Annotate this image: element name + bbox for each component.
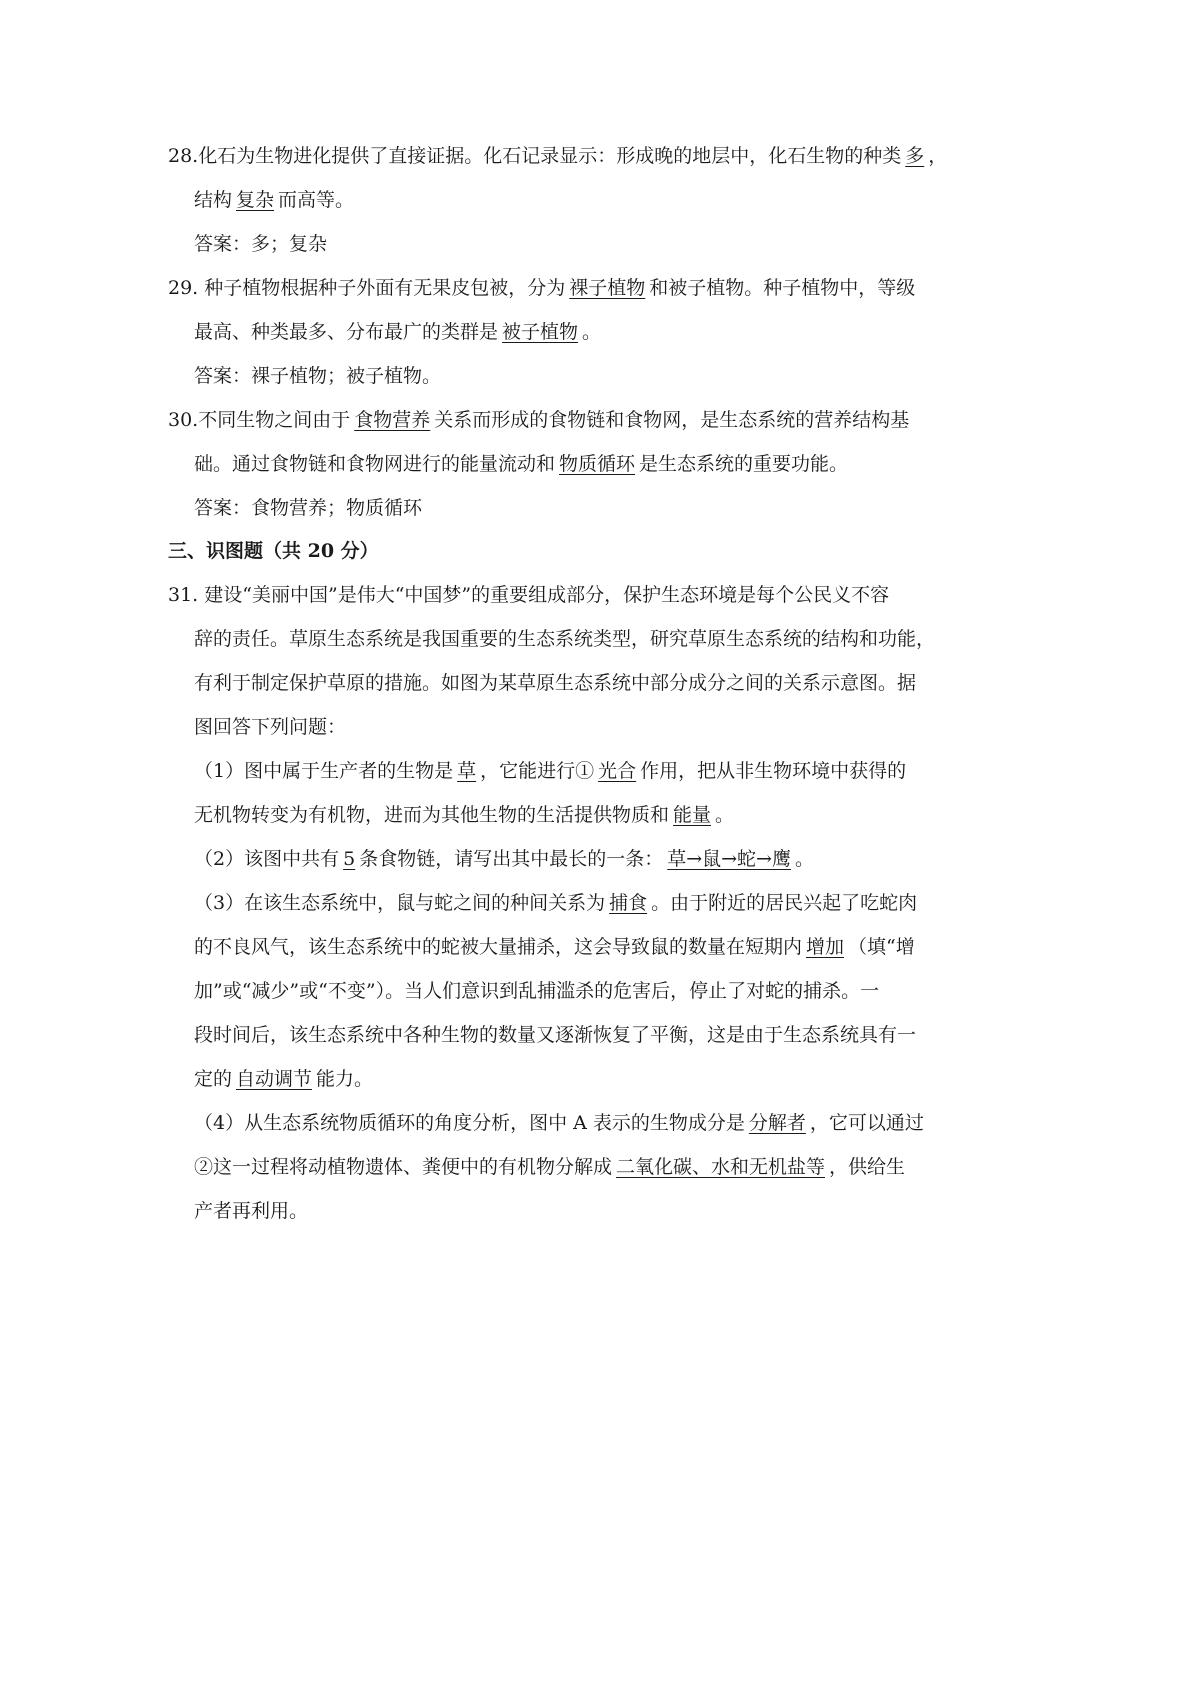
q29-text: 种子植物根据种子外面有无果皮包被，分为 [204,277,566,299]
q30-text: 关系而形成的食物链和食物网，是生态系统的营养结构基 [434,409,910,431]
q31-part4-line-1 [194,1108,924,1138]
q31-number: 31. [168,584,199,606]
q29-text: 。 [582,321,602,343]
q29-line-2 [194,317,601,347]
q31-part4-line-3: 产者再利用。 [194,1200,309,1222]
q31-part3-text: 。由于附近的居民兴起了吃蛇肉 [651,892,918,914]
q31-part1-text: ，它能进行① [480,760,595,782]
q29-line-1 [168,273,915,303]
q30-answer: 答案：食物营养；物质循环 [194,497,423,519]
q28-text: 而高等。 [278,189,355,211]
q31-part1-line-2 [194,800,734,830]
q31-line-2: 辞的责任。草原生态系统是我国重要的生态系统类型，研究草原生态系统的结构和功能， [194,628,936,650]
q31-part4-text: ，供给生 [829,1156,906,1178]
q29-answer: 答案：裸子植物；被子植物。 [194,365,442,387]
q28-text: 化石为生物进化提供了直接证据。化石记录显示：形成晚的地层中，化石生物的种类 [198,145,902,167]
q28-blank-1: 多 [905,145,925,167]
q28-text: 结构 [194,189,233,211]
q30-text: 是生态系统的重要功能。 [639,453,849,475]
q31-text: 建设“美丽中国”是伟大“中国梦”的重要组成部分，保护生态环境是每个公民义不容 [204,584,890,606]
q31-part1-line-1 [194,756,906,786]
q31-part1-blank-3: 能量 [673,804,712,826]
q31-part2-blank-1: 5 [343,848,356,870]
q31-part2-text: （2）该图中共有 [194,848,340,870]
q31-part1-blank-2: 光合 [598,760,637,782]
q29-number: 29. [168,277,199,299]
q31-part1-text: 无机物转变为有机物，进而为其他生物的生活提供物质和 [194,804,670,826]
section-3-heading: 三、识图题（共 20 分） [168,540,379,562]
q29-text: 最高、种类最多、分布最广的类群是 [194,321,499,343]
q31-part3-blank-3: 自动调节 [236,1068,313,1090]
q31-part1-text: 作用，把从非生物环境中获得的 [640,760,907,782]
q30-number: 30. [168,409,199,431]
q31-part3-blank-2: 增加 [806,936,845,958]
q31-part3-line-4: 段时间后，该生态系统中各种生物的数量又逐渐恢复了平衡，这是由于生态系统具有一 [194,1024,917,1046]
q31-part2-text: 条食物链，请写出其中最长的一条： [359,848,664,870]
q28-answer: 答案：多；复杂 [194,233,328,255]
q31-part2-line-1 [194,844,814,874]
q31-part1-blank-1: 草 [457,760,477,782]
q31-part3-line-5 [194,1064,373,1094]
q31-line-3: 有利于制定保护草原的措施。如图为某草原生态系统中部分成分之间的关系示意图。据 [194,672,917,694]
q31-part3-text: 能力。 [316,1068,374,1090]
q31-part2-blank-2: 草→鼠→蛇→鹰 [667,848,791,870]
q30-line-2 [194,449,848,479]
q30-text: 础。通过食物链和食物网进行的能量流动和 [194,453,556,475]
q31-line-4: 图回答下列问题： [194,716,347,738]
q31-part3-blank-1: 捕食 [609,892,648,914]
q29-text: 和被子植物。种子植物中，等级 [649,277,916,299]
q31-part1-text: 。 [715,804,735,826]
q31-part3-line-2 [194,932,915,962]
q28-number: 28. [168,145,199,167]
q31-part4-text: （4）从生态系统物质循环的角度分析，图中 A 表示的生物成分是 [194,1112,745,1134]
q31-part1-text: （1）图中属于生产者的生物是 [194,760,454,782]
q31-part4-blank-2: 二氧化碳、水和无机盐等 [616,1156,826,1178]
q31-line-1 [168,580,889,610]
q28-line-1 [168,141,947,171]
q31-part2-text: 。 [794,848,814,870]
q29-blank-1: 裸子植物 [569,277,646,299]
q31-part3-line-1 [194,888,917,918]
q30-line-1 [168,405,909,435]
q31-part3-text: （3）在该生态系统中，鼠与蛇之间的种间关系为 [194,892,606,914]
q31-part3-text: 的不良风气，该生态系统中的蛇被大量捕杀，这会导致鼠的数量在短期内 [194,936,803,958]
q28-line-2 [194,185,354,215]
q31-part4-text: ，它可以通过 [809,1112,924,1134]
q31-part3-line-3: 加”或“减少”或“不变”）。当人们意识到乱捕滥杀的危害后，停止了对蛇的捕杀。一 [194,980,880,1002]
q30-text: 不同生物之间由于 [198,409,351,431]
q30-blank-2: 物质循环 [559,453,636,475]
q31-part4-text: ②这一过程将动植物遗体、粪便中的有机物分解成 [194,1156,613,1178]
q28-blank-2: 复杂 [236,189,275,211]
q31-part4-line-2 [194,1152,905,1182]
q31-part3-text: 定的 [194,1068,233,1090]
q29-blank-2: 被子植物 [502,321,579,343]
q31-part3-text: （填“增 [848,936,915,958]
q28-text: ， [928,145,948,167]
q30-blank-1: 食物营养 [354,409,431,431]
q31-part4-blank-1: 分解者 [748,1112,806,1134]
